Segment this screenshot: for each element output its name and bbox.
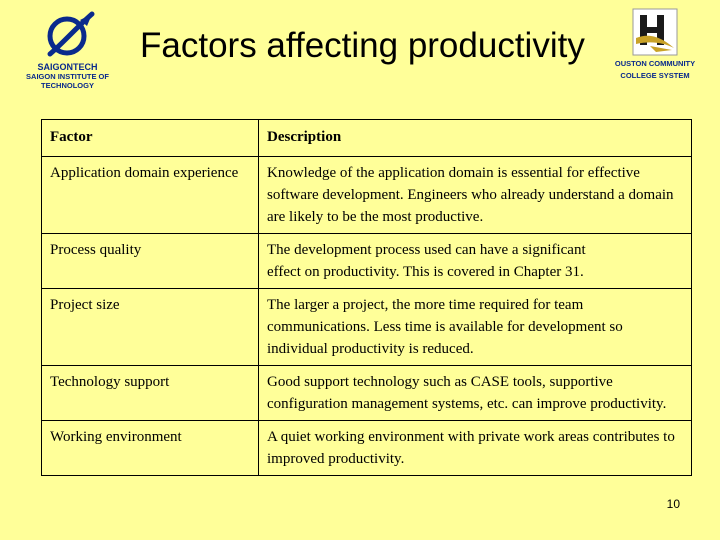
factor-cell: Working environment xyxy=(42,421,259,476)
houston-college-logo xyxy=(600,8,710,80)
table-row xyxy=(42,157,692,234)
factor-cell: Technology support xyxy=(42,366,259,421)
table-row xyxy=(42,421,692,476)
factor-column-header: Factor xyxy=(42,120,259,157)
slide-title: Factors affecting productivity xyxy=(140,26,585,65)
page-number: 10 xyxy=(666,497,680,511)
saigontech-subtitle-line1: SAIGON INSTITUTE OF xyxy=(26,72,109,81)
saigontech-subtitle-line2: TECHNOLOGY xyxy=(41,81,94,90)
factor-cell: Project size xyxy=(42,289,259,366)
table-row xyxy=(42,366,692,421)
table-header-row xyxy=(42,120,692,157)
houston-community-college-logo-icon xyxy=(632,8,678,56)
saigontech-logo xyxy=(10,10,125,90)
description-cell: The larger a project, the more time required for team communications. Less time is available for development so individual productivity is reduced. xyxy=(259,289,692,366)
houston-college-line1: OUSTON COMMUNITY xyxy=(614,59,696,68)
description-cell: Good support technology such as CASE tools, supportive configuration management systems, etc. can improve productivity. xyxy=(259,366,692,421)
factor-cell: Application domain experience xyxy=(42,157,259,234)
table-row xyxy=(42,289,692,366)
description-cell: The development process used can have a significant effect on productivity. This is covered in Chapter 31. xyxy=(259,234,692,289)
houston-college-line2: COLLEGE SYSTEM xyxy=(620,71,690,80)
saigontech-name: SAIGONTECH xyxy=(37,62,98,72)
factor-cell: Process quality xyxy=(42,234,259,289)
description-cell: Knowledge of the application domain is essential for effective software development. Engineers who already understand a domain are likely to be the most productive. xyxy=(259,157,692,234)
description-cell: A quiet working environment with private work areas contributes to improved productivity. xyxy=(259,421,692,476)
saigontech-logo-icon xyxy=(40,10,96,60)
factors-table xyxy=(41,119,692,476)
table-row xyxy=(42,234,692,289)
description-column-header: Description xyxy=(259,120,692,157)
